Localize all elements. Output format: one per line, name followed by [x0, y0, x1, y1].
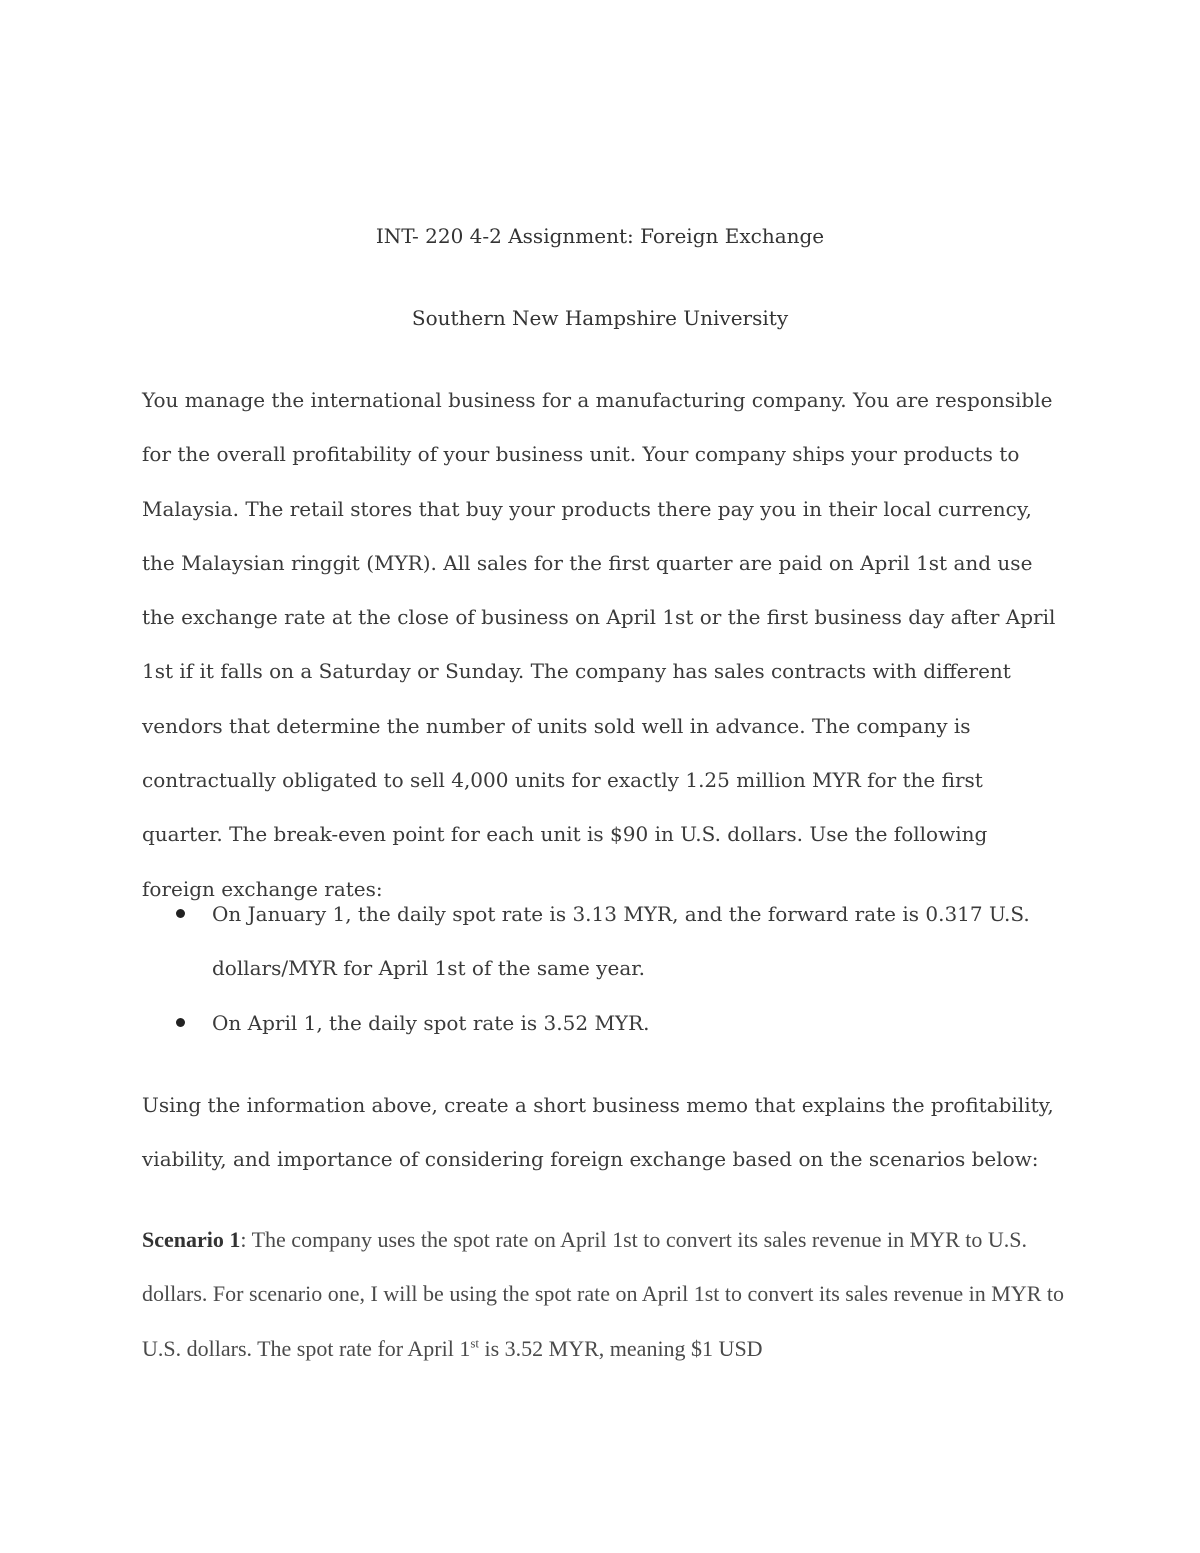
scenario-text: : The company uses the spot rate on April 1st to convert its sales revenue in MYR to U.S. dollars. For scenario one, I will be using the spot rate on April 1st to convert its sales revenue in MYR to U.S. dollars. The spot rate for April 1 — [142, 1227, 1065, 1361]
bullet-icon — [176, 1018, 185, 1027]
intro-paragraph: You manage the international business for a manufacturing company. You are responsible for the overall profitability of your business unit. Your company ships your products to Malaysia. The retail stores that buy your products there pay you in their local currency, the Malaysian ringgit (MYR). All sales for the first quarter are paid on April 1st and use the exchange rate at the close of business on April 1st or the first business day after April 1st if it falls on a Saturday or Sunday. The company has sales contracts with different vendors that determine the number of units sold well in advance. The company is contractually obligated to sell 4,000 units for exactly 1.25 million MYR for the first quarter. The break-even point for each unit is $90 in U.S. dollars. Use the following foreign exchange rates: — [142, 388, 1056, 901]
closing-paragraph: Using the information above, create a short business memo that explains the profitability, viability, and importance of considering foreign exchange based on the scenarios below: — [142, 1093, 1054, 1172]
list-item-text: On April 1, the daily spot rate is 3.52 MYR. — [212, 1010, 650, 1035]
exchange-rate-list — [142, 887, 1058, 1050]
institution-name: Southern New Hampshire University — [411, 306, 789, 330]
list-item — [142, 996, 1058, 1050]
scenario-superscript: st — [470, 1335, 479, 1351]
document-title: INT- 220 4-2 Assignment: Foreign Exchange — [375, 224, 825, 248]
scenario-text-continued: is 3.52 MYR, meaning $1 USD — [479, 1335, 763, 1361]
list-item-text: On January 1, the daily spot rate is 3.13 MYR, and the forward rate is 0.317 U.S. dollars/MYR for April 1st of the same year. — [212, 902, 1030, 981]
scenario-paragraph — [142, 1213, 1082, 1376]
list-item — [142, 887, 1058, 996]
scenario-label: Scenario 1 — [142, 1227, 241, 1252]
bullet-icon — [176, 909, 185, 918]
